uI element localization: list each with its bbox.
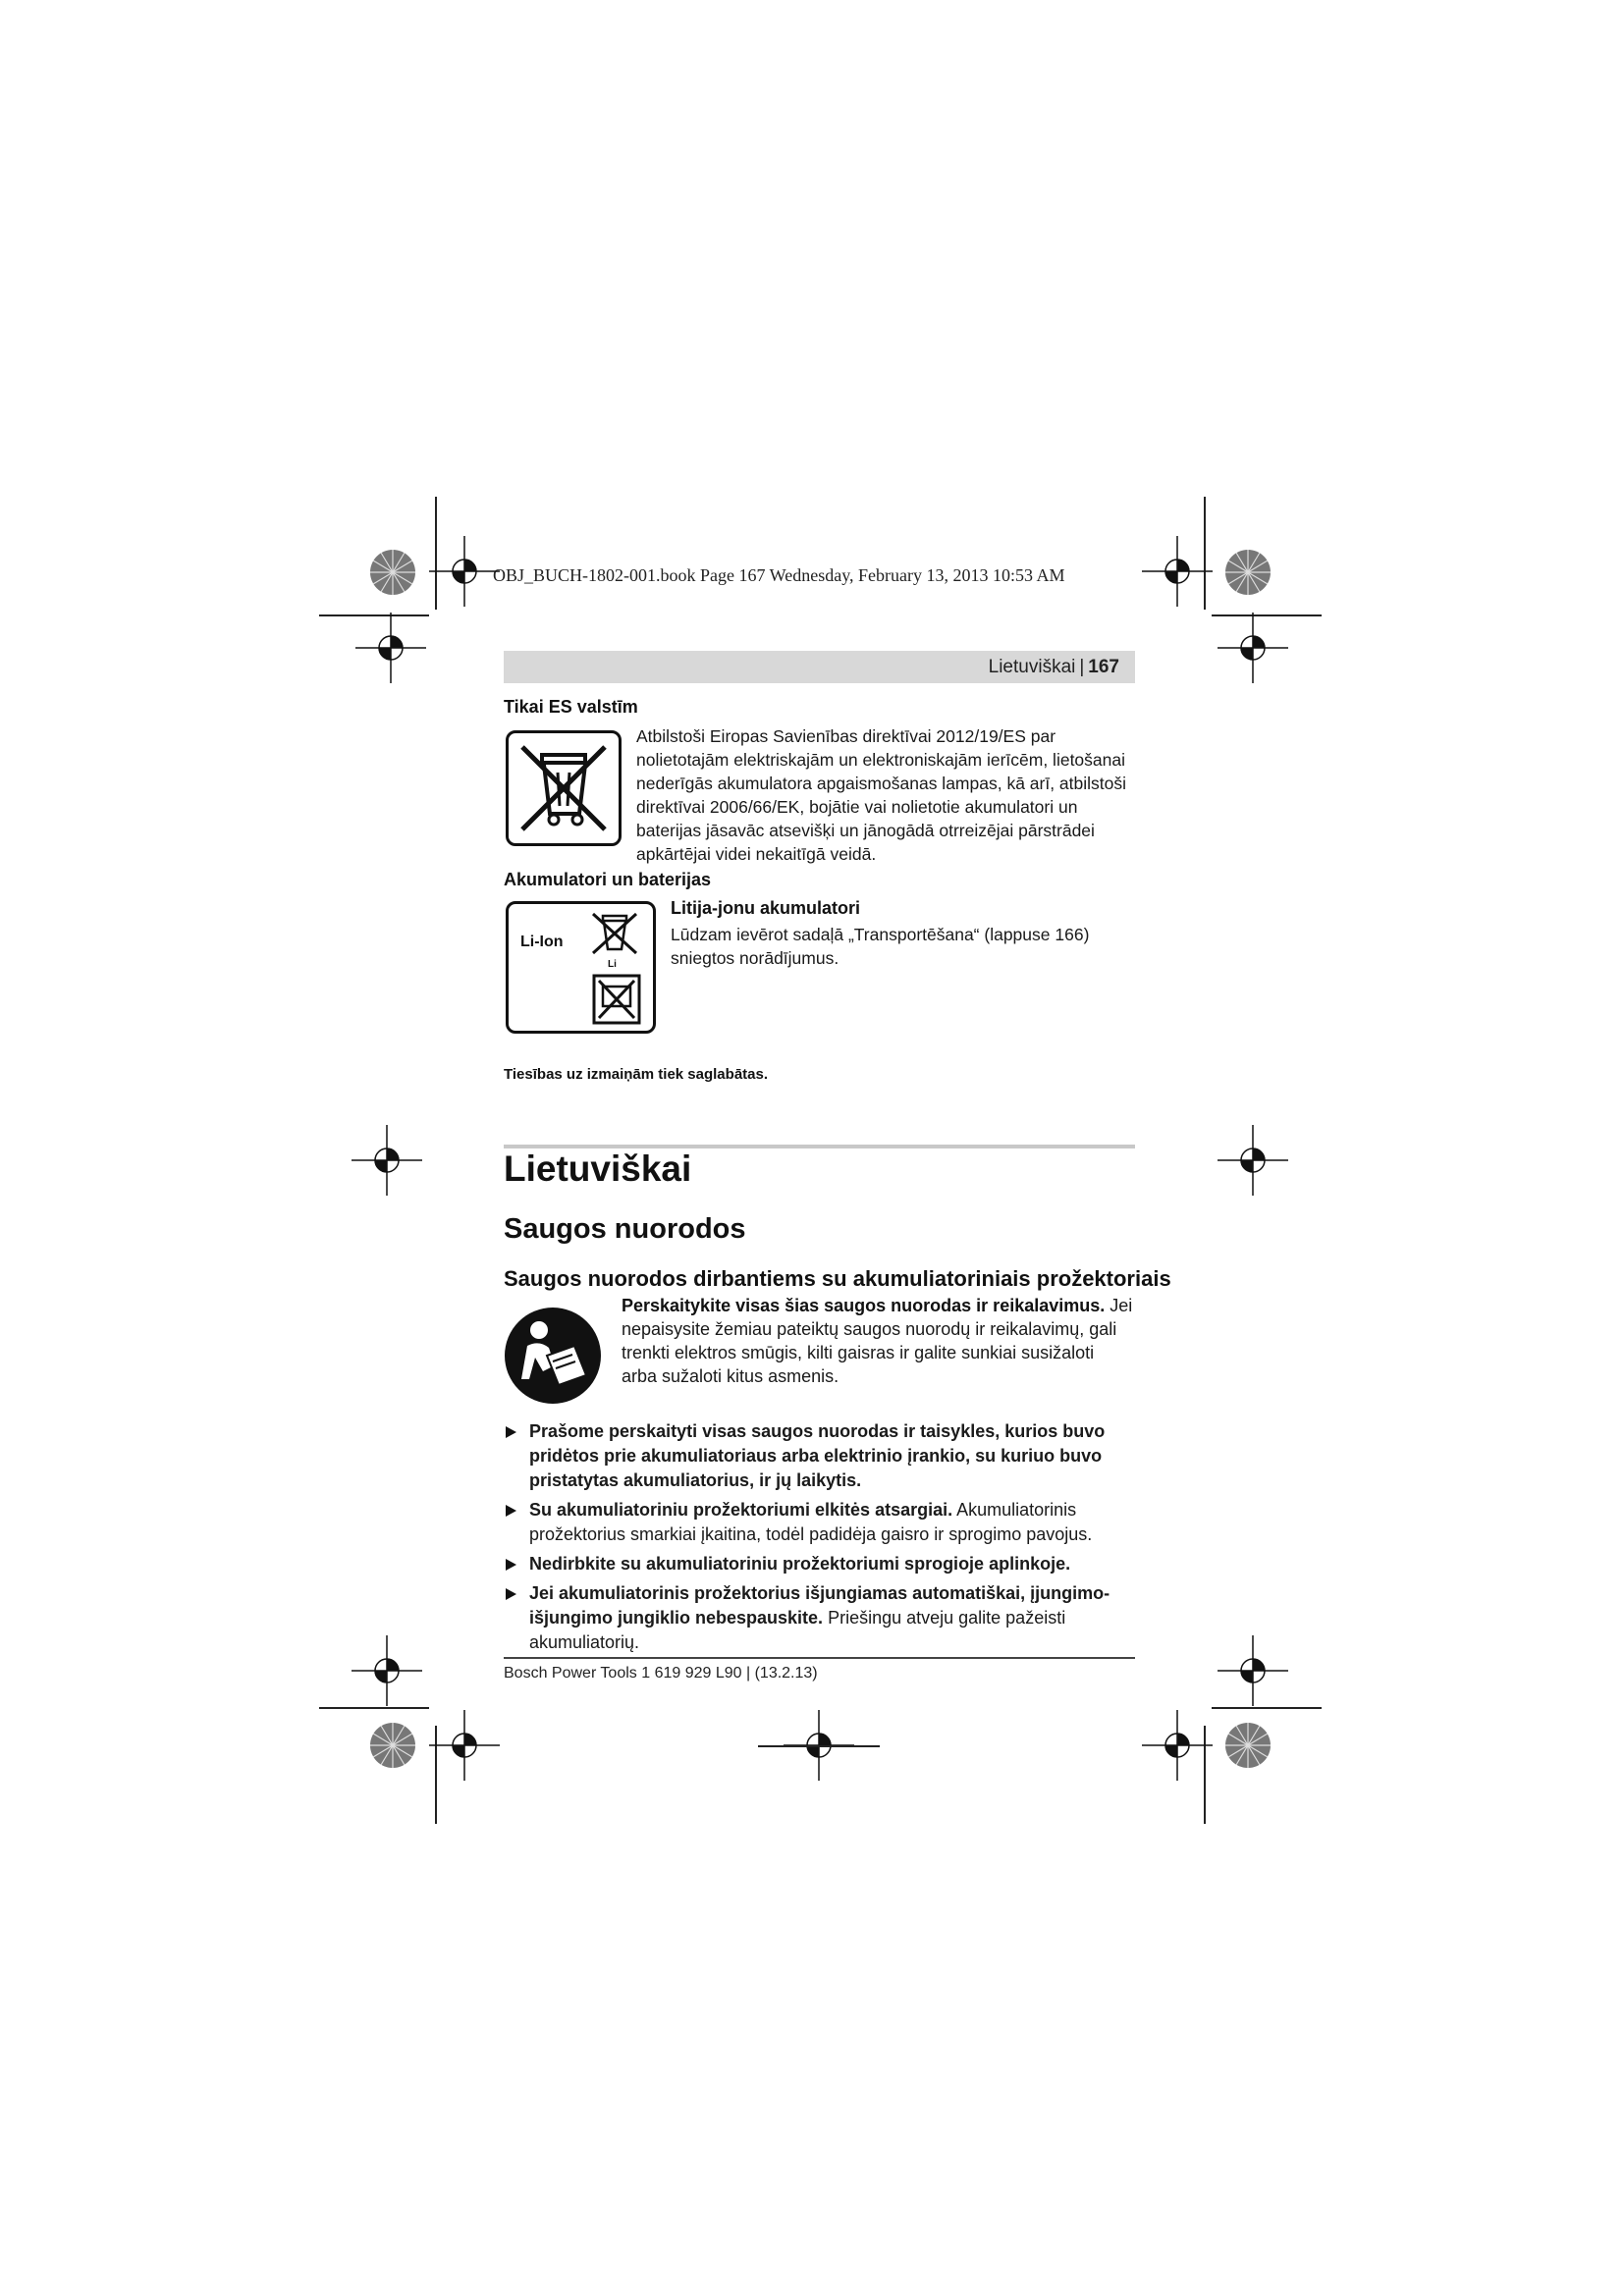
crosshair-registration-mark-icon [1142, 1710, 1213, 1781]
eu-directive-text: Atbilstoši Eiropas Savienības direktīvai 2012/19/ES par nolietotajām elektriskajām un elektroniskajām ierīcēm, lietošanai nederīgās akumulatora apgaismošanas lampas, kā arī, atbilstoši direktīvai 2006/66/EK, bojātie vai nolietotie akumulatori un baterijas jāsavāc atsevišķi un jānogādā otrreizējai pārstrādei apkārtējai videi nekaitīgā veidā. [636, 726, 1127, 864]
liion-heading: Litija-jonu akumulatori [671, 898, 861, 918]
starburst-color-mark-icon [369, 1722, 416, 1769]
trim-line [758, 1745, 880, 1747]
crosshair-registration-mark-icon [429, 1710, 500, 1781]
header-language: Lietuviškai [988, 657, 1076, 677]
print-slug: OBJ_BUCH-1802-001.book Page 167 Wednesday, February 13, 2013 10:53 AM [493, 565, 1065, 585]
crosshair-registration-mark-icon [355, 613, 426, 683]
liion-label: Li-Ion [520, 934, 564, 950]
battery-recycling-icon [591, 973, 642, 1026]
starburst-color-mark-icon [1224, 549, 1272, 596]
triangle-bullet-icon [506, 1559, 516, 1571]
crosshair-registration-mark-icon [352, 1125, 422, 1196]
crosshair-registration-mark-icon [1218, 1635, 1288, 1706]
weee-symbol-box [506, 730, 622, 846]
trim-line [319, 1707, 429, 1709]
list-item [504, 1498, 1142, 1547]
starburst-color-mark-icon [1224, 1722, 1272, 1769]
triangle-bullet-icon [506, 1505, 516, 1517]
page-header [504, 651, 1135, 683]
bullet-text: Priešingu atveju galite pažeisti akumuliatorių. [529, 1608, 1066, 1652]
crosshair-registration-mark-icon [352, 1635, 422, 1706]
list-item [504, 1581, 1142, 1655]
liion-symbol-box [506, 901, 656, 1034]
crossed-out-wheelie-bin-icon [509, 733, 619, 843]
bullet-bold-text: Su akumuliatoriniu prožektoriumi elkitės atsargiai. [529, 1500, 953, 1520]
crosshair-registration-mark-icon [429, 536, 500, 607]
trim-line [1212, 1707, 1322, 1709]
rights-notice: Tiesības uz izmaiņām tiek saglabātas. [504, 1066, 769, 1083]
footer-rule [504, 1657, 1135, 1659]
safety-bullet-list [504, 1419, 1142, 1660]
language-title: Lietuviškai [504, 1148, 692, 1189]
bullet-bold-text: Prašome perskaityti visas saugos nuorodas ir taisykles, kurios buvo pridėtos prie akumuliatoriaus arba elektrinio įrankio, su kuriuo buvo pristatytas akumuliatorius, ir jų laikytis. [529, 1421, 1106, 1490]
header-separator: | [1079, 657, 1085, 677]
page-number: 167 [1088, 657, 1119, 677]
list-item [504, 1552, 1142, 1576]
crosshair-registration-mark-icon [1142, 536, 1213, 607]
bullet-bold-text: Jei akumuliatorinis prožektorius išjungiamas automatiškai, įjungimo-išjungimo jungiklio nebespauskite. [529, 1583, 1110, 1628]
list-item [504, 1419, 1142, 1493]
read-manual-icon [504, 1307, 602, 1405]
crosshair-registration-mark-icon [1218, 613, 1288, 683]
read-instructions-paragraph [622, 1294, 1134, 1388]
read-instructions-bold: Perskaitykite visas šias saugos nuorodas ir reikalavimus. [622, 1296, 1106, 1315]
bullet-bold-text: Nedirbkite su akumuliatoriniu prožektoriumi sprogioje aplinkoje. [529, 1554, 1071, 1574]
bullet-text: Akumuliatorinis prožektorius smarkiai įkaitina, todėl padidėja gaisro ir sprogimo pavojus. [529, 1500, 1093, 1544]
safety-heading: Saugos nuorodos [504, 1213, 746, 1245]
crosshair-registration-mark-icon [1218, 1125, 1288, 1196]
crossed-out-bin-small-icon [587, 910, 642, 963]
eu-heading: Tikai ES valstīm [504, 697, 638, 717]
triangle-bullet-icon [506, 1588, 516, 1600]
liion-text: Lūdzam ievērot sadaļā „Transportēšana“ (lappuse 166) sniegtos norādījumus. [671, 925, 1090, 968]
starburst-color-mark-icon [369, 549, 416, 596]
running-header [989, 657, 1119, 678]
triangle-bullet-icon [506, 1426, 516, 1438]
li-chemical-label: Li [608, 959, 617, 970]
page-footer: Bosch Power Tools 1 619 929 L90 | (13.2.13) [504, 1665, 818, 1682]
battery-heading: Akumulatori un baterijas [504, 870, 712, 889]
read-instructions-text: Jei nepaisysite žemiau pateiktų saugos nuorodų ir reikalavimų, gali trenkti elektros smūgis, kilti gaisras ir galite sunkiai susižaloti arba sužaloti kitus asmenis. [622, 1296, 1133, 1386]
safety-subheading: Saugos nuorodos dirbantiems su akumuliatoriniais prožektoriais [504, 1266, 1171, 1291]
